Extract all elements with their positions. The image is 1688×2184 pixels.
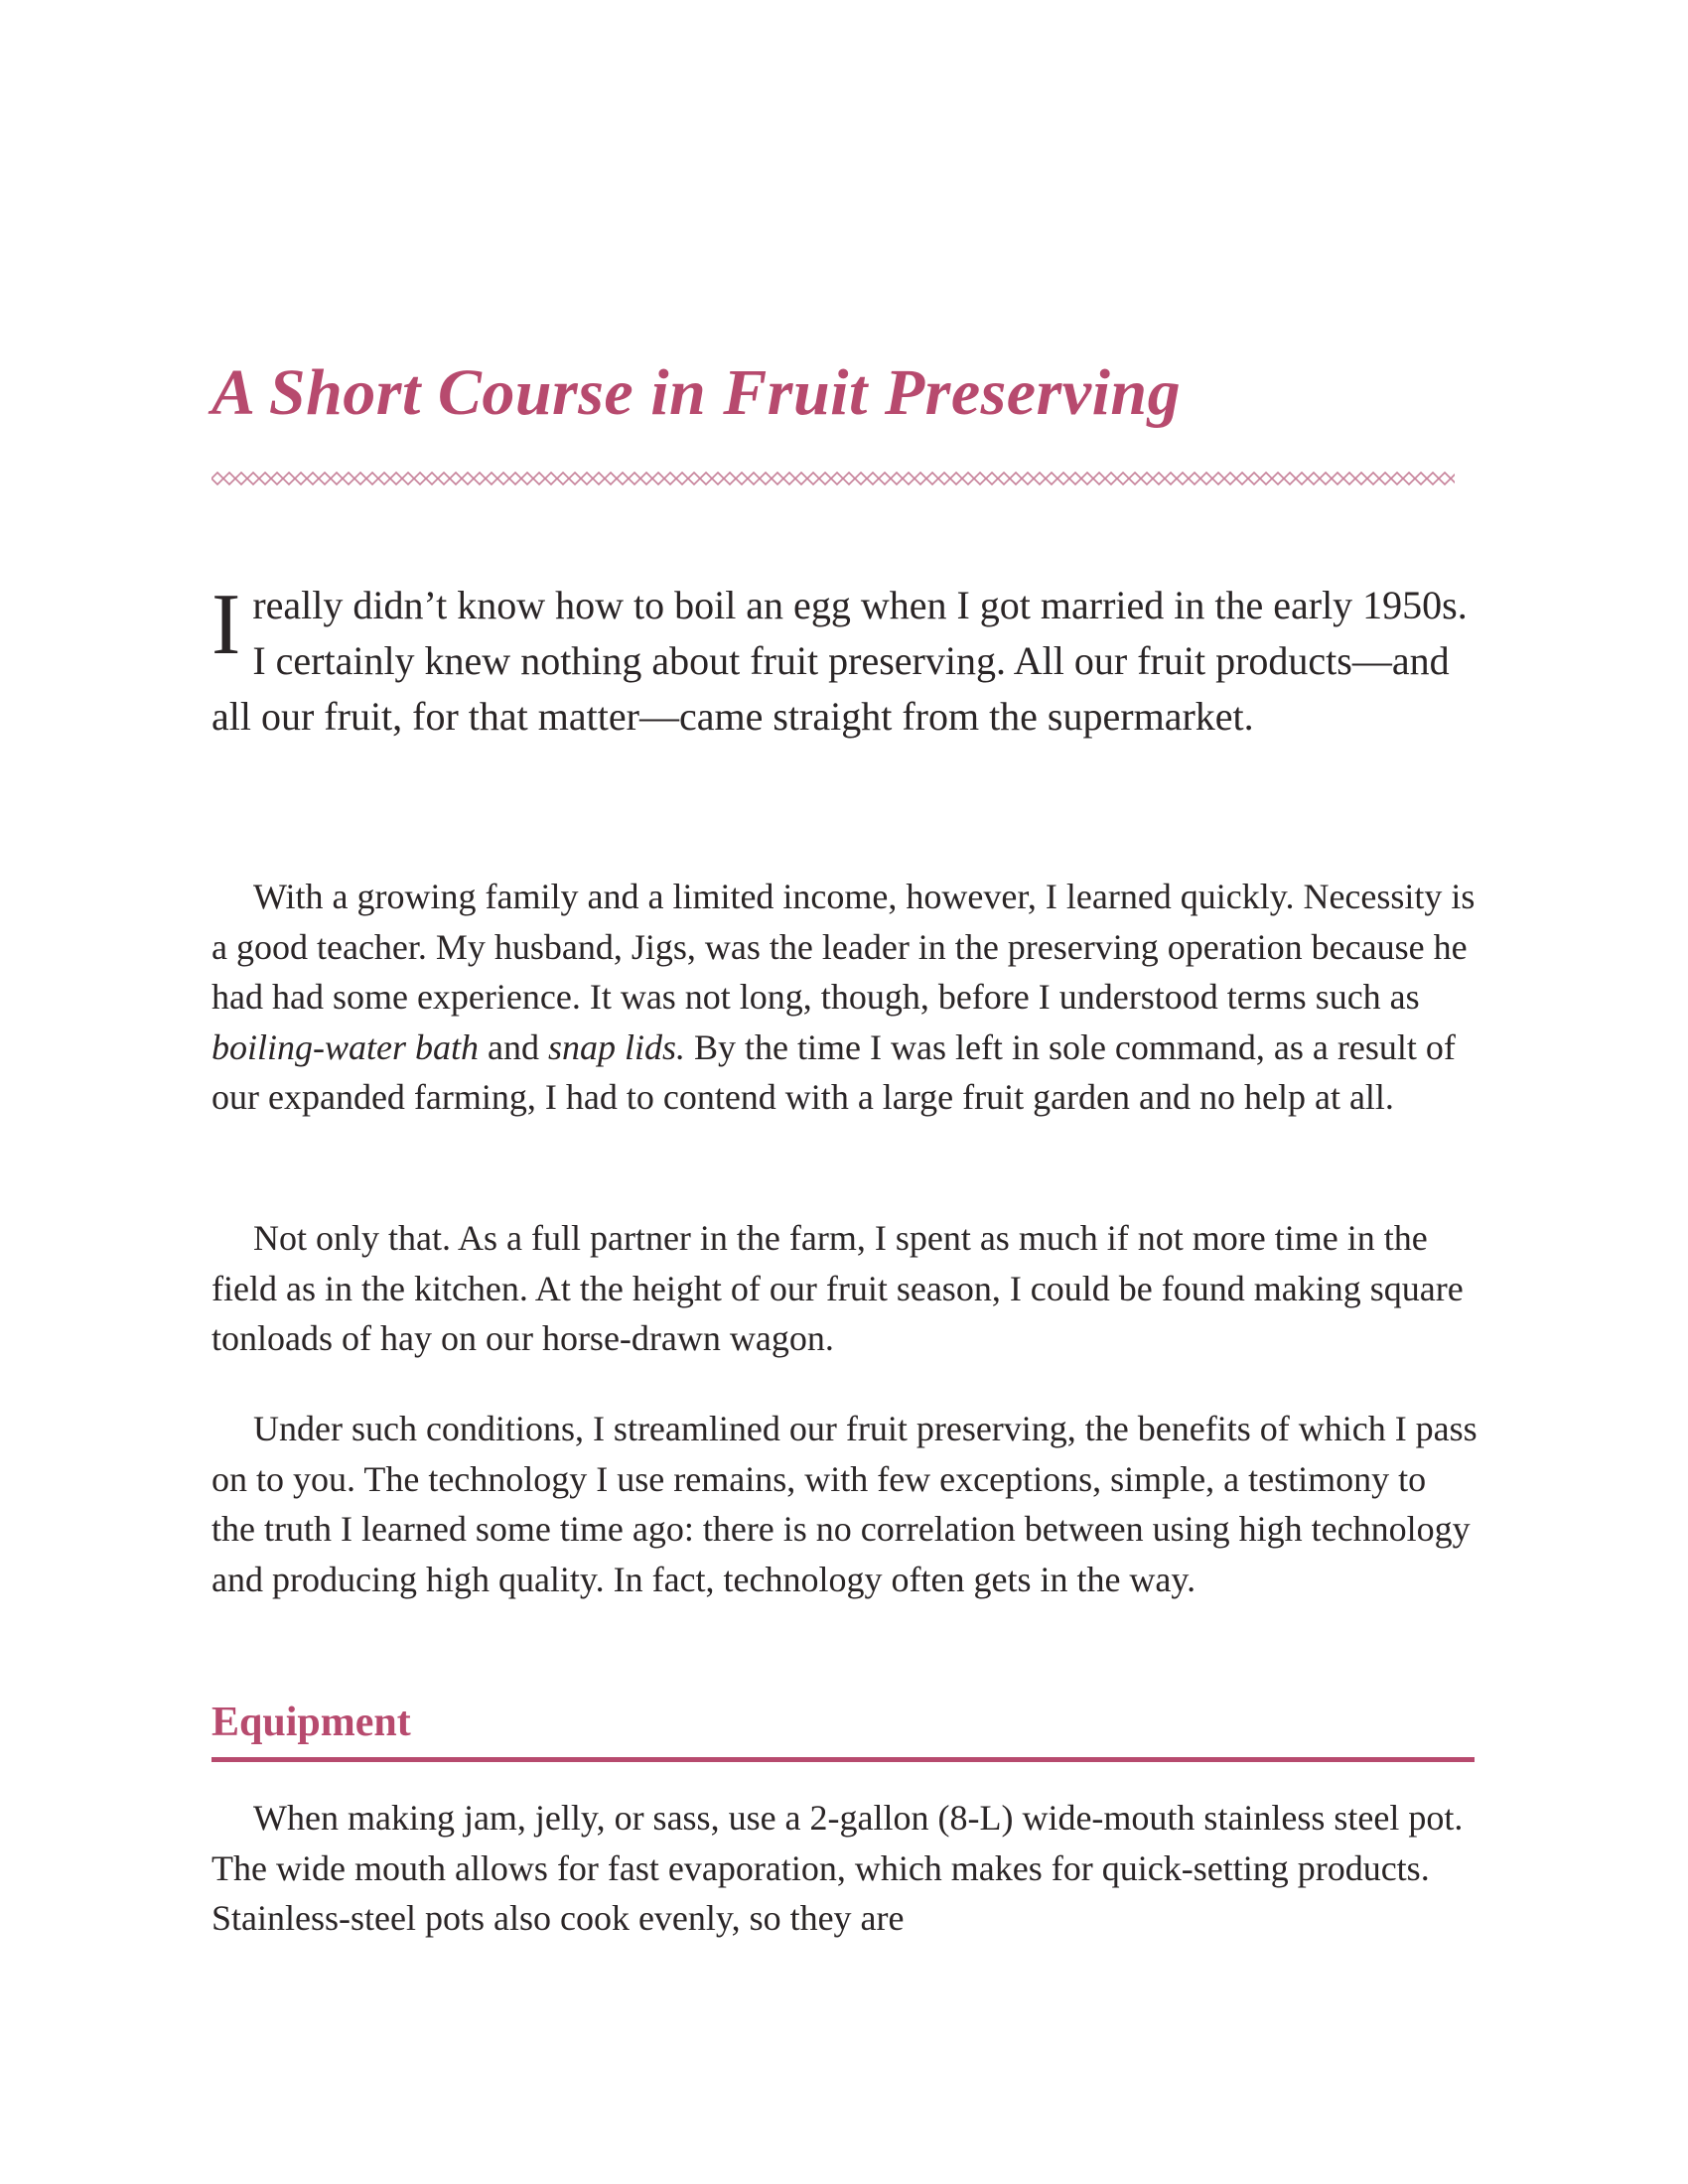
intro-text: really didn’t know how to boil an egg when I got married in the early 1950s. I certainly knew nothing about fruit preserving. All our fruit products—and all our fruit, for that matter—came straight from the supermarket. xyxy=(211,583,1468,739)
italic-term-snap-lids: snap lids. xyxy=(547,1026,686,1067)
paragraph-text: By the time I was left in sole command, as a result of our expanded farming, I had to contend with a large fruit garden and no help at all. xyxy=(211,1026,1456,1117)
decorative-diamond-rule xyxy=(211,469,1455,488)
body-paragraph-4: When making jam, jelly, or sass, use a 2-gallon (8-L) wide-mouth stainless steel pot. The wide mouth allows for fast evaporation, which makes for quick-setting products. Stainless-steel pots also cook evenly, so they are xyxy=(211,1798,1464,1938)
body-paragraph-2: Not only that. As a full partner in the farm, I spent as much if not more time in the field as in the kitchen. At the height of our fruit season, I could be found making square tonloads of hay on our horse-drawn wagon. xyxy=(211,1218,1464,1358)
section-rule xyxy=(211,1757,1475,1762)
body-paragraph-3: Under such conditions, I streamlined our fruit preserving, the benefits of which I pass on to you. The technology I use remains, with few exceptions, simple, a testimony to the truth I learned some time ago: there is no correlation between using high technology and producing high quality. In fact, technology often gets in the way. xyxy=(211,1409,1477,1599)
paragraph-text: and xyxy=(479,1026,548,1067)
intro-paragraph xyxy=(211,578,1477,745)
body-paragraph-1 xyxy=(211,872,1477,1123)
chapter-title: A Short Course in Fruit Preserving xyxy=(211,356,1182,429)
book-page xyxy=(211,0,1477,2184)
drop-cap: I xyxy=(211,577,241,673)
paragraph-text: With a growing family and a limited income, however, I learned quickly. Necessity is a good teacher. My husband, Jigs, was the leader in the preserving operation because he had had some experience. It was not long, though, before I understood terms such as xyxy=(211,877,1476,1017)
section-heading-equipment: Equipment xyxy=(211,1700,411,1745)
italic-term-boiling-water-bath: boiling-water bath xyxy=(211,1026,479,1067)
